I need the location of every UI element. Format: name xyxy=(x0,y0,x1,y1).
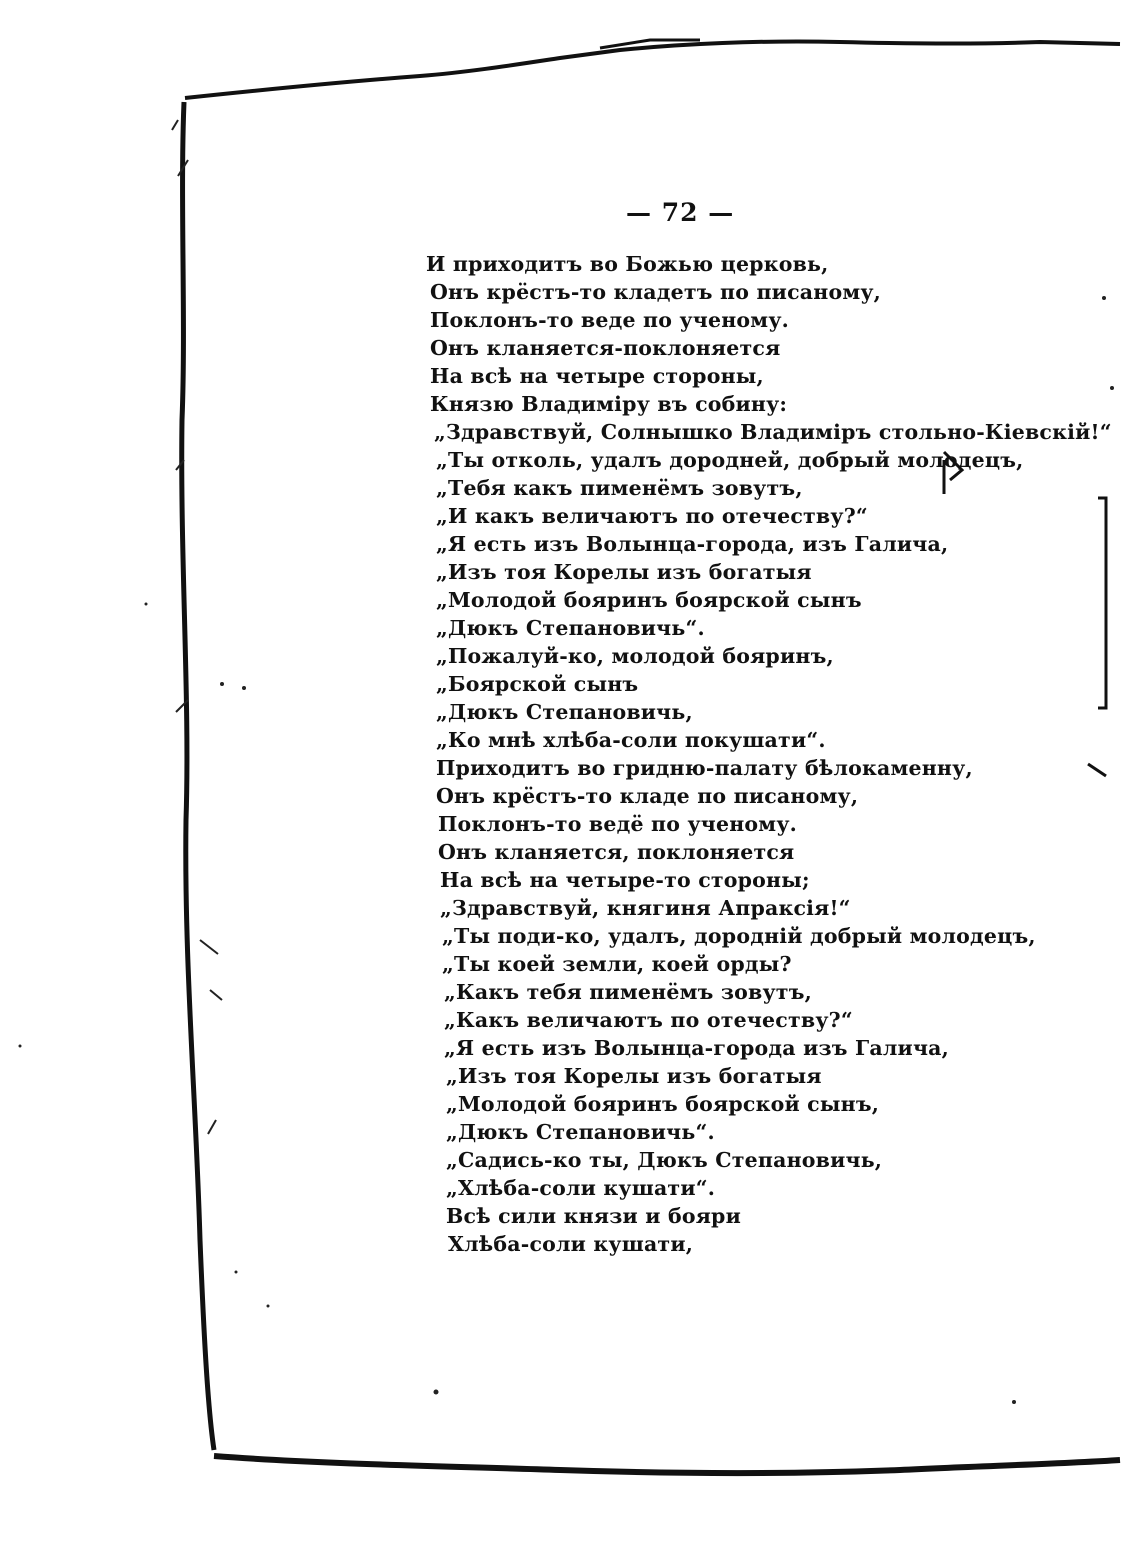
verse-line: Князю Владиміру въ собину: xyxy=(430,392,788,416)
page-bottom-edge xyxy=(214,1456,1120,1473)
verse-line: „Здравствуй, княгиня Апраксія!“ xyxy=(440,896,851,920)
verse-line: „Я есть изъ Волынца-города изъ Галича, xyxy=(444,1036,949,1060)
verse-line: „Дюкъ Степановичь, xyxy=(436,700,693,724)
verse-line: „Молодой бояринъ боярской сынъ xyxy=(436,588,862,612)
verse-line: „Ты коей земли, коей орды? xyxy=(442,952,792,976)
page-number: — 72 — xyxy=(626,198,735,227)
verse-line: „И какъ величаютъ по отечеству?“ xyxy=(436,504,868,528)
margin-dash-right xyxy=(1088,764,1106,776)
verse-line: „Какъ величаютъ по отечеству?“ xyxy=(444,1008,853,1032)
verse-line: „Ты отколь, удалъ дородней, добрый молодецъ, xyxy=(436,448,1024,472)
verse-line: „Ты поди-ко, удалъ, дороднiй добрый молодецъ, xyxy=(442,924,1036,948)
page-left-edge-fray xyxy=(172,120,222,1134)
page-left-edge xyxy=(182,102,214,1450)
verse-line: „Боярской сынъ xyxy=(436,672,639,696)
verse-line: Онъ крёстъ-то кладе по писаному, xyxy=(436,784,859,808)
verse-line: И приходитъ во Божью церковь, xyxy=(426,252,829,276)
verse-line: „Молодой бояринъ боярской сынъ, xyxy=(446,1092,880,1116)
verse-line: „Какъ тебя пименёмъ зовутъ, xyxy=(444,980,812,1004)
verse-line: Приходитъ во гридню-палату бѣлокаменну, xyxy=(436,756,973,780)
verse-line: „Дюкъ Степановичь“. xyxy=(446,1120,715,1144)
verse-line: На всѣ на четыре-то стороны; xyxy=(440,868,810,892)
verse-line: Поклонъ-то веде по ученому. xyxy=(430,308,789,332)
verse-line: Онъ кланяется, поклоняется xyxy=(438,840,795,864)
verse-line: На всѣ на четыре стороны, xyxy=(430,364,764,388)
verse-line: Поклонъ-то ведё по ученому. xyxy=(438,812,797,836)
verse-line: „Садись-ко ты, Дюкъ Степановичь, xyxy=(446,1148,883,1172)
verse-line: Онъ крёстъ-то кладетъ по писаному, xyxy=(430,280,881,304)
verse-line: Онъ кланяется-поклоняется xyxy=(430,336,781,360)
verse-line: „Ко мнѣ хлѣба-соли покушати“. xyxy=(436,728,826,752)
verse-line: „Пожалуй-ко, молодой бояринъ, xyxy=(436,644,834,668)
verse-line: „Я есть изъ Волынца-города, изъ Галича, xyxy=(436,532,949,556)
verse-line: Хлѣба-соли кушати, xyxy=(448,1232,694,1256)
verse-line: „Изъ тоя Корелы изъ богатыя xyxy=(436,560,812,584)
verse-line: „Хлѣба-соли кушати“. xyxy=(446,1176,716,1200)
verse-line: Всѣ сили князи и бояри xyxy=(446,1204,741,1228)
page-top-edge xyxy=(185,41,1120,98)
verse-line: „Изъ тоя Корелы изъ богатыя xyxy=(446,1064,822,1088)
verse-line: „Дюкъ Степановичь“. xyxy=(436,616,705,640)
verse-line: „Тебя какъ пименёмъ зовутъ, xyxy=(436,476,803,500)
right-bracket-mark xyxy=(1098,498,1106,708)
verse-line: „Здравствуй, Солнышко Владиміръ стольно-Кіевскій!“ xyxy=(434,420,1112,444)
